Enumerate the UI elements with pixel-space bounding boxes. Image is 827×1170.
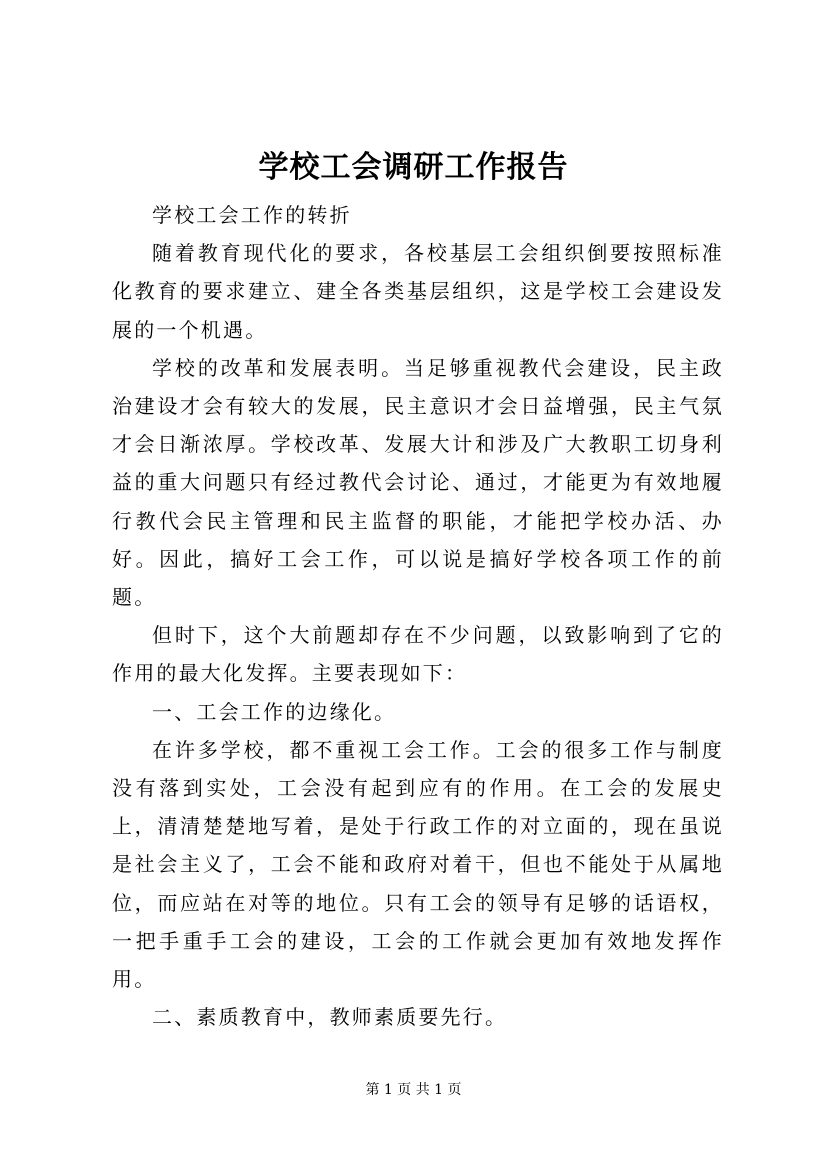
document-body xyxy=(112,196,724,1036)
paragraph: 学校工会工作的转折 xyxy=(152,203,352,227)
paragraph: 学校的改革和发展表明。当足够重视教代会建设，民主政治建设才会有较大的发展，民主意识才会日益增强，民主气氛才会日渐浓厚。学校改革、发展大计和涉及广大教职工切身利益的重大问题只有经过教代会讨论、通过，才能更为有效地履行教代会民主管理和民主监督的职能，才能把学校办活、办好。因此，搞好工会工作，可以说是搞好学校各项工作的前题。 xyxy=(112,355,724,610)
document-title: 学校工会调研工作报告 xyxy=(258,150,569,185)
paragraph: 在许多学校，都不重视工会工作。工会的很多工作与制度没有落到实处，工会没有起到应有的作用。在工会的发展史上，清清楚楚地写着，是处于行政工作的对立面的，现在虽说是社会主义了，工会不能和政府对着干，但也不能处于从属地位，而应站在对等的地位。只有工会的领导有足够的话语权，一把手重手工会的建设，工会的工作就会更加有效地发挥作用。 xyxy=(112,737,724,992)
page-footer: 第 1 页 共 1 页 xyxy=(365,1082,462,1098)
paragraph: 二、素质教育中，教师素质要先行。 xyxy=(152,1005,508,1030)
paragraph: 但时下，这个大前题却存在不少问题，以致影响到了它的作用的最大化发挥。主要表现如下： xyxy=(112,623,724,686)
paragraph: 随着教育现代化的要求，各校基层工会组织倒要按照标准化教育的要求建立、建全各类基层组织，这是学校工会建设发展的一个机遇。 xyxy=(112,241,724,342)
paragraph: 一、工会工作的边缘化。 xyxy=(152,699,397,724)
